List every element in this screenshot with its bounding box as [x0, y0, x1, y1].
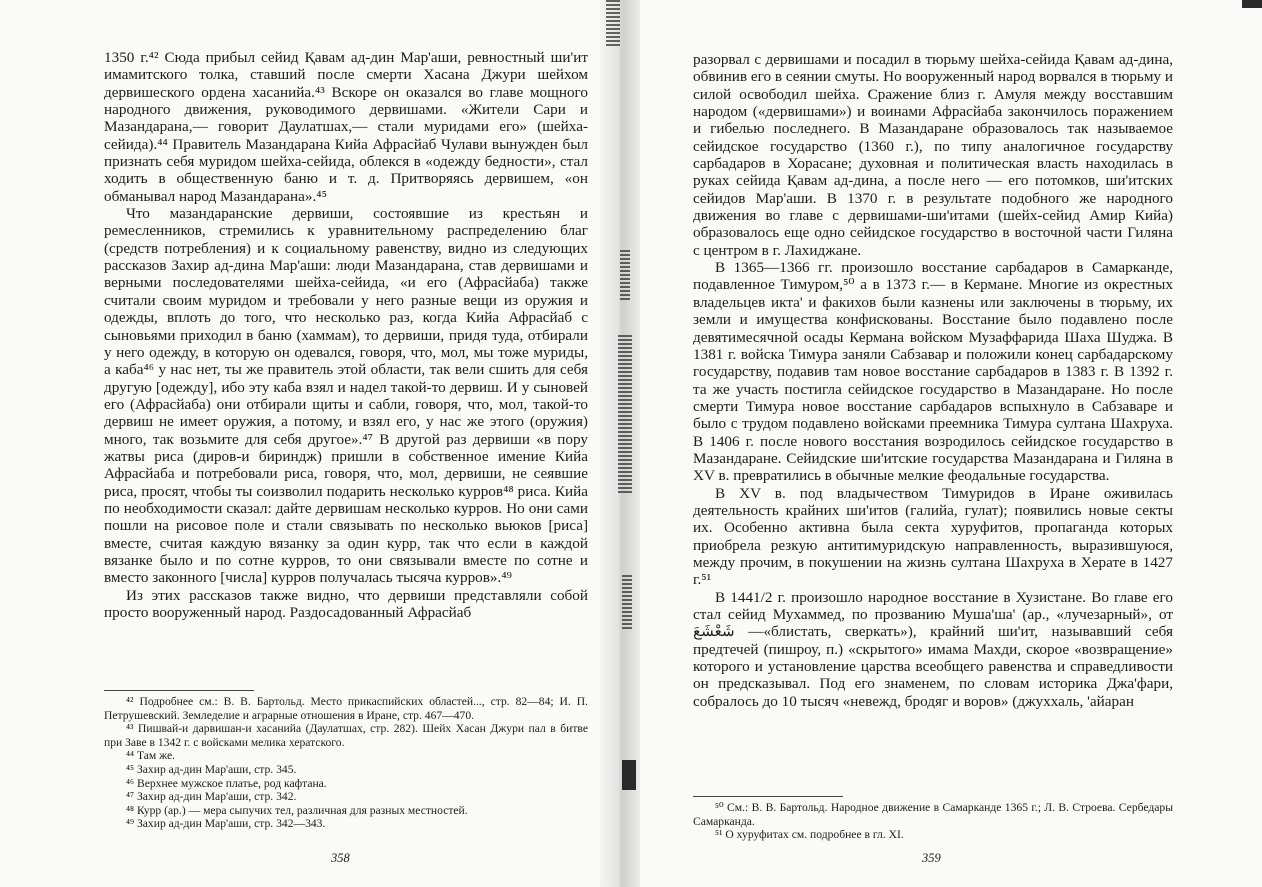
footnote: ⁴⁴ Там же. [126, 749, 176, 763]
footnote: ⁴⁵ Захир ад-дин Мар'аши, стр. 345. [126, 762, 297, 776]
footnote: ⁴⁹ Захир ад-дин Мар'аши, стр. 342—343. [126, 817, 326, 831]
paragraph: 1350 г.⁴² Сюда прибыл сейид Қавам ад-дин Мар'аши, ревностный ши'ит имамитского толка, ставший после смерти Хасана Джури шейхом дервишеского ордена хасанийа.⁴³ Вскоре он оказался во главе мощного народного движения, руководимого дервишами. «Жители Сари и Мазандарана,— говорит Даулатшах,— стали муридами его» (шейха-сейида).⁴⁴ Правитель Мазандарана Кийа Афрасйаб Чулави вынужден был признать себя муридом шейха-сейида, облекся в «одежду бедности», стал ходить в общественную баню и т. д. Притворяясь дервишем, «он обманывал народ Мазандарана».⁴⁵ [104, 49, 588, 205]
paragraph: В 1441/2 г. произошло народное восстание в Хузистане. Во главе его стал сейид Мухаммед, по прозванию Муша'ша' (ар., «лучезарный», от شَعْشَعَ —«блистать, сверкать»), крайний ши'ит, называвший себя предтечей (пишроу, п.) «скрытого» имама Махди, скорое «возвращение» которого и установление царства всеобщего равенства и справедливости он предсказывал. Под его знаменем, по словам историка Джа'фари, собралось до 10 тысяч «невежд, бродяг и воров» (джуххаль, 'айаран [693, 588, 1173, 710]
page-number: 358 [331, 851, 350, 865]
paragraph: разорвал с дервишами и посадил в тюрьму шейха-сейида Қавам ад-дина, обвинив его в сеянии смуты. Но вооруженный народ ворвался в тюрьму и силой освободил шейха. Сражение близ г. Амуля между восставшим народом («дервишами») и воинами Афрасйаба закончилось поражением и гибелью последнего. В Мазандаране образовалось так называемое сейидское государство (1360 г.), по типу аналогичное государству сарбадаров в Хорасане; духовная и политическая власть находилась в руках сейида Қавам ад-дина, а после него — его потомков, ши'итских сейидов Мар'аши. В 1370 г. в результате подобного же народного движения во главе с дервишами-ши'итами (шейх-сейид Амир Кийа) образовалось еще одно сейидское государство в восточной части Гиляна с центром в г. Лахиджане. [693, 51, 1173, 259]
footnote: ⁴³ Пишвай-и дарвишан-и хасанийа (Даулатшах, стр. 282). Шейх Хасан Джури пал в битве при Заве в 1342 г. с войсками мелика хератского. [104, 722, 588, 749]
footnote: ⁴² Подробнее см.: В. В. Бартольд. Место прикаспийских областей..., стр. 82—84; И. П. Петрушевский. Земледелие и аграрные отношения в Иране, стр. 467—470. [104, 695, 588, 722]
scan-edge-mark [1242, 0, 1262, 8]
footnote: ⁵⁰ См.: В. В. Бартольд. Народное движение в Самарканде 1365 г.; Л. В. Строева. Сербедары Самарканда. [693, 801, 1173, 828]
footnote: ⁴⁶ Верхнее мужское платье, род кафтана. [126, 776, 327, 790]
book-gutter [600, 0, 640, 887]
footnote: ⁵¹ О хуруфитах см. подробнее в гл. XI. [715, 828, 904, 842]
paragraph: Что мазандаранские дервиши, состоявшие из крестьян и ремесленников, стремились к уравнительному распределению благ (средств потребления) и к социальному равенству, видно из следующих рассказов Захир ад-дина Мар'аши: люди Мазандарана, став дервишами и верными последователями шейха-сейида, «и его (Афрасйаба) также считали своим муридом и требовали у него разные вещи из оружия и одежды, вплоть до того, что несколько раз, когда Кийа Афрасйаб с сыновьями приходил в баню (хаммам), то дервиши, придя туда, отбирали у него одежду, в которую он одевался, говоря, что, мол, мы тоже муриды, а каба⁴⁶ у нас нет, ты же правитель этой области, так вели сшить для себя другую [одежду], ибо эту каба взял и надел такой-то дервиш. И у сыновей его (Афрасйаба) они отбирали щиты и сабли, говоря, что, мол, такой-то дервиш не имеет оружия, а потому, и взял его, у нас же этого (оружия) много, так возьмите для себя другое».⁴⁷ В другой раз дервиши «в пору жатвы риса (диров-и бириндж) пришли в собственное имение Кийа Афрасйаба и потребовали риса, говоря, что, мол, дервиши, не сеявшие риса, просят, чтобы ты соизволил подарить несколько курров⁴⁸ риса. Кийа по необходимости сказал: дайте дервишам несколько курров. Но они сами пошли на рисовое поле и стали связывать по несколько вьюков [риса] вместе, считая каждую вязанку за один курр, так что если в каждой вязанке было и по сотне курров, то они связывали вместе по сотне и вместо законного [числа] курров получалась тысяча курров».⁴⁹ [104, 205, 588, 587]
footnote: ⁴⁸ Курр (ар.) — мера сыпучих тел, различная для разных местностей. [126, 803, 468, 817]
left-footnotes [104, 690, 588, 831]
footnote-rule [104, 690, 254, 691]
paragraph: Из этих рассказов также видно, что дервиши представляли собой просто вооруженный народ. Раздосадованный Афрасйаб [104, 586, 588, 621]
page-number: 359 [922, 851, 941, 865]
paragraph: В XV в. под владычеством Тимуридов в Иране оживилась деятельность крайних ши'итов (галийа, гулат); появились новые секты их. Особенно активна была секта хуруфитов, пропаганда которых приобрела резкую антитимуридскую направленность, выразившуюся, между прочим, в покушении на жизнь султана Шахруха в Херате в 1427 г.⁵¹ [693, 484, 1173, 589]
right-footnotes [693, 796, 1173, 842]
footnote: ⁴⁷ Захир ад-дин Мар'аши, стр. 342. [126, 790, 297, 804]
paragraph: В 1365—1366 гг. произошло восстание сарбадаров в Самарканде, подавленное Тимуром,⁵⁰ а в 1373 г.— в Кермане. Многие из окрестных владельцев икта' и факихов были казнены или заключены в тюрьму, их земли и имущества конфискованы. Восстание было подавлено после девятимесячной осады Кермана войском Музаффарида Шаха Шуджа. В 1381 г. войска Тимура заняли Сабзавар и положили конец сарбадарскому государству, подавив там новое восстание сарбадаров в 1383 г. В 1392 г. та же участь постигла сейидское государство в Мазандаране. Но после смерти Тимура новое восстание сарбадаров вспыхнуло в Сабзаваре и было с трудом подавлено войсками преемника Тимура султана Шахруха. В 1406 г. после нового восстания возродилось сейидское государство в Мазандаране. Сейидские ши'итские государства Мазандарана и Гиляна в XV в. превратились в обычные мелкие феодальные государства. [693, 259, 1173, 485]
footnote-rule [693, 796, 843, 797]
right-page-body [693, 51, 1173, 710]
left-page-body [104, 49, 588, 621]
